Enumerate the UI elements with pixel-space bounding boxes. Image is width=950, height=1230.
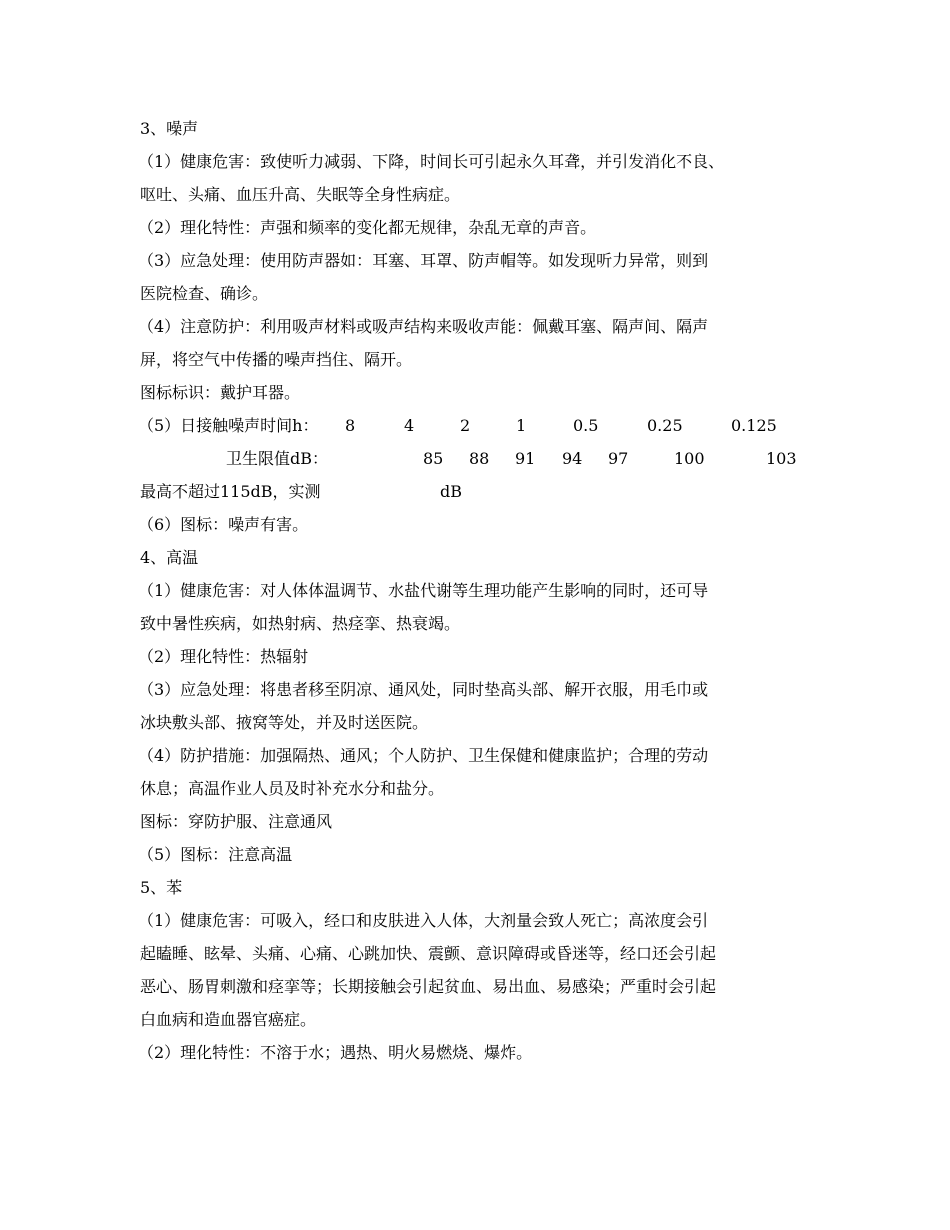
heat-emergency-line1: （3）应急处理：将患者移至阴凉、通风处，同时垫高头部、解开衣服，用毛巾或 xyxy=(138,680,709,699)
noise-limit-cell: 97 xyxy=(608,449,629,468)
section-title-benzene: 5、苯 xyxy=(140,878,183,897)
benzene-properties: （2）理化特性：不溶于水；遇热、明火易燃烧、爆炸。 xyxy=(138,1043,533,1062)
noise-properties: （2）理化特性：声强和频率的变化都无规律，杂乱无章的声音。 xyxy=(138,218,597,237)
noise-limit-cell: 100 xyxy=(674,449,705,468)
noise-health-hazard-line1: （1）健康危害：致使听力减弱、下降，时间长可引起永久耳聋，并引发消化不良、 xyxy=(138,152,725,171)
noise-protection-line2: 屏，将空气中传播的噪声挡住、隔开。 xyxy=(140,350,413,369)
heat-health-hazard-line1: （1）健康危害：对人体体温调节、水盐代谢等生理功能产生影响的同时，还可导 xyxy=(138,581,709,600)
section-title-noise: 3、噪声 xyxy=(140,119,199,138)
heat-health-hazard-line2: 致中暑性疾病，如热射病、热痉挛、热衰竭。 xyxy=(140,614,461,633)
heat-protection-line1: （4）防护措施：加强隔热、通风；个人防护、卫生保健和健康监护；合理的劳动 xyxy=(138,746,709,765)
heat-icon-label: 图标：穿防护服、注意通风 xyxy=(140,812,333,831)
noise-icon-label: 图标标识：戴护耳器。 xyxy=(140,383,301,402)
exposure-hours-cell: 0.5 xyxy=(573,416,599,435)
exposure-hours-cell: 0.25 xyxy=(647,416,683,435)
heat-properties: （2）理化特性：热辐射 xyxy=(138,647,309,666)
noise-limit-cell: 88 xyxy=(469,449,490,468)
benzene-health-hazard-line4: 白血病和造血器官癌症。 xyxy=(140,1010,317,1029)
exposure-hours-cell: 8 xyxy=(345,416,356,435)
noise-protection-line1: （4）注意防护：利用吸声材料或吸声结构来吸收声能：佩戴耳塞、隔声间、隔声 xyxy=(138,317,709,336)
noise-hazard-icon: （6）图标：噪声有害。 xyxy=(138,515,309,534)
noise-emergency-line2: 医院检查、确诊。 xyxy=(140,284,269,303)
exposure-hours-cell: 0.125 xyxy=(731,416,777,435)
noise-limit-label: 卫生限值dB： xyxy=(226,449,329,468)
noise-emergency-line1: （3）应急处理：使用防声器如：耳塞、耳罩、防声帽等。如发现听力异常，则到 xyxy=(138,251,709,270)
noise-limit-cell: 91 xyxy=(515,449,536,468)
benzene-health-hazard-line3: 恶心、肠胃刺激和痉挛等；长期接触会引起贫血、易出血、易感染；严重时会引起 xyxy=(140,977,717,996)
heat-protection-line2: 休息；高温作业人员及时补充水分和盐分。 xyxy=(140,779,445,798)
noise-max-limit: 最高不超过115dB，实测 xyxy=(140,482,321,501)
exposure-hours-cell: 1 xyxy=(516,416,527,435)
noise-limit-cell: 85 xyxy=(423,449,444,468)
benzene-health-hazard-line1: （1）健康危害：可吸入，经口和皮肤进入人体，大剂量会致人死亡；高浓度会引 xyxy=(138,911,709,930)
noise-limit-cell: 103 xyxy=(766,449,797,468)
heat-emergency-line2: 冰块敷头部、掖窝等处，并及时送医院。 xyxy=(140,713,429,732)
benzene-health-hazard-line2: 起瞌睡、眩晕、头痛、心痛、心跳加快、震颤、意识障碍或昏迷等，经口还会引起 xyxy=(140,944,717,963)
noise-limit-cell: 94 xyxy=(562,449,583,468)
exposure-hours-cell: 2 xyxy=(460,416,471,435)
section-title-heat: 4、高温 xyxy=(140,548,199,567)
noise-health-hazard-line2: 呕吐、头痛、血压升高、失眠等全身性病症。 xyxy=(140,185,461,204)
noise-measured-unit: dB xyxy=(440,482,462,501)
heat-warning-icon: （5）图标：注意高温 xyxy=(138,845,293,864)
noise-exposure-time-label: （5）日接触噪声时间h： xyxy=(138,416,319,435)
exposure-hours-cell: 4 xyxy=(404,416,415,435)
